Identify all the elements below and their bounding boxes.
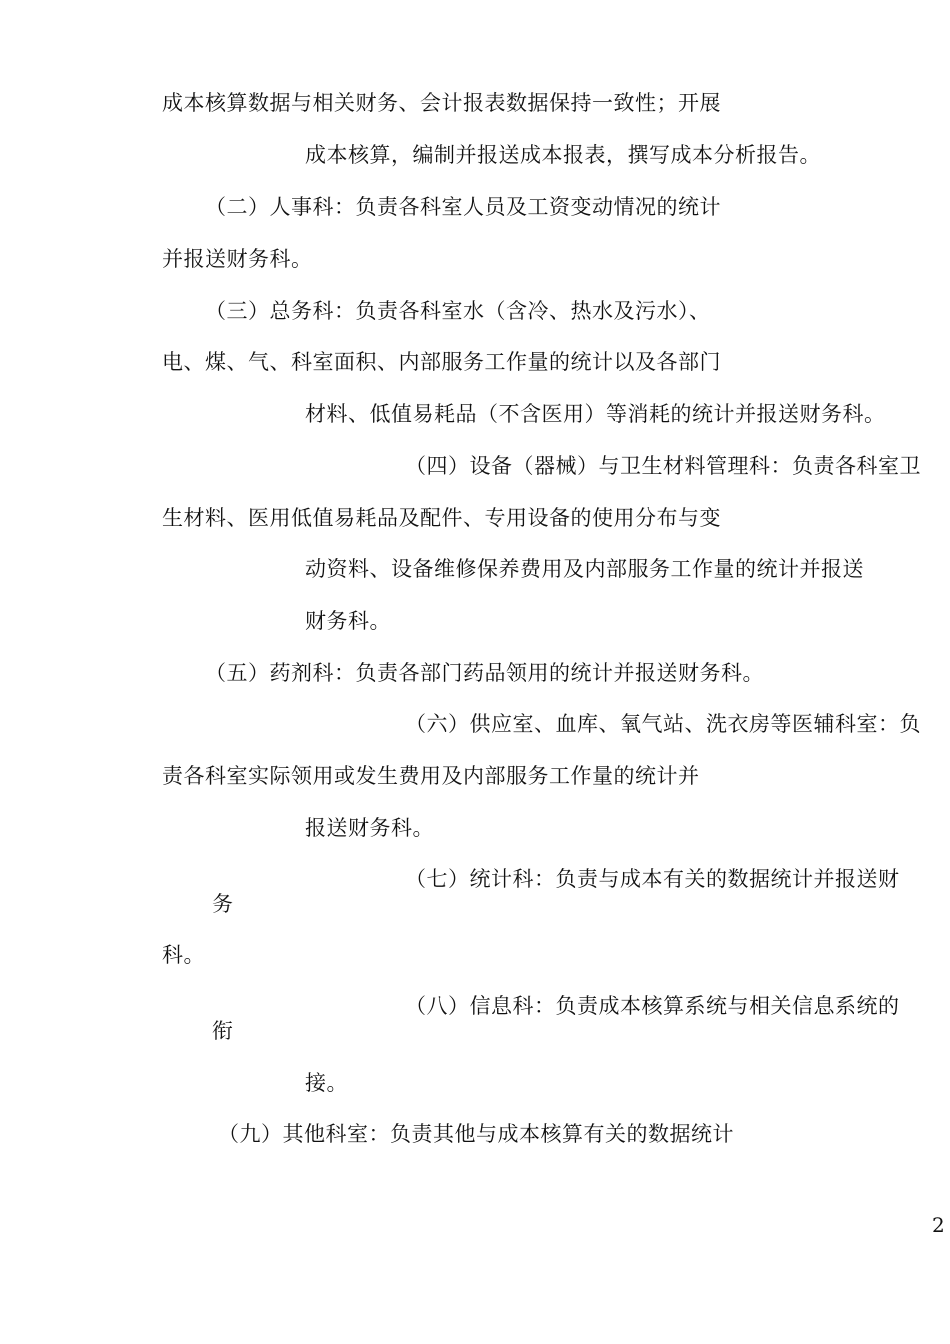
text-line-14: 责各科室实际领用或发生费用及内部服务工作量的统计并	[162, 764, 700, 788]
text-line-8: （四）设备（器械）与卫生材料管理科：负责各科室卫	[405, 454, 921, 478]
text-line-17: 务	[212, 892, 234, 916]
text-line-19: （八）信息科：负责成本核算系统与相关信息系统的	[405, 994, 900, 1018]
text-line-7: 材料、低值易耗品（不含医用）等消耗的统计并报送财务科。	[305, 402, 886, 426]
text-line-4: 并报送财务科。	[162, 247, 313, 271]
text-line-3: （二）人事科：负责各科室人员及工资变动情况的统计	[205, 195, 721, 219]
text-line-21: 接。	[305, 1071, 348, 1095]
text-line-12: （五）药剂科：负责各部门药品领用的统计并报送财务科。	[205, 661, 764, 685]
text-line-11: 财务科。	[305, 609, 391, 633]
text-line-2: 成本核算，编制并报送成本报表，撰写成本分析报告。	[305, 143, 821, 167]
text-line-16: （七）统计科：负责与成本有关的数据统计并报送财	[405, 867, 900, 891]
text-line-1: 成本核算数据与相关财务、会计报表数据保持一致性；开展	[162, 91, 721, 115]
text-line-6: 电、煤、气、科室面积、内部服务工作量的统计以及各部门	[162, 350, 721, 374]
text-line-15: 报送财务科。	[305, 816, 434, 840]
text-line-20: 衔	[212, 1019, 234, 1043]
text-line-22: （九）其他科室：负责其他与成本核算有关的数据统计	[218, 1122, 734, 1146]
text-line-5: （三）总务科：负责各科室水（含冷、热水及污水）、	[205, 299, 711, 323]
page-number: 2	[932, 1213, 945, 1237]
text-line-10: 动资料、设备维修保养费用及内部服务工作量的统计并报送	[305, 557, 864, 581]
text-line-13: （六）供应室、血库、氧气站、洗衣房等医辅科室：负	[405, 712, 921, 736]
text-line-9: 生材料、医用低值易耗品及配件、专用设备的使用分布与变	[162, 506, 721, 530]
text-line-18: 科。	[162, 943, 205, 967]
